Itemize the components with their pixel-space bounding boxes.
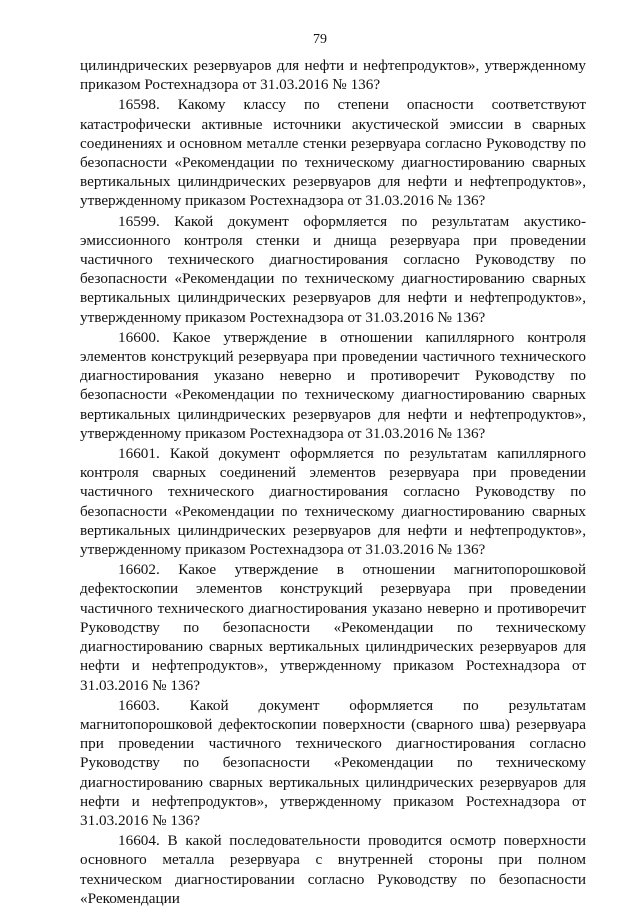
question-16602: 16602. Какое утверждение в отношении магнитопорошковой дефектоскопии элементов конструкций резервуара при проведении частичного технического диагностирования указано неверно и противоречит Руководству по безопасности «Рекомендации по техническому диагностированию сварных вертикальных цилиндрических резервуаров для нефти и нефтепродуктов», утвержденному приказом Ростехнадзора от 31.03.2016 № 136? xyxy=(80,561,586,694)
question-16601: 16601. Какой документ оформляется по результатам капиллярного контроля сварных соединений элементов резервуара при проведении частичного технического диагностирования согласно Руководству по безопасности «Рекомендации по техническому диагностированию сварных вертикальных цилиндрических резервуаров для нефти и нефтепродуктов», утвержденному приказом Ростехнадзора от 31.03.2016 № 136? xyxy=(80,445,586,559)
question-16604: 16604. В какой последовательности проводится осмотр поверхности основного металла резервуара с внутренней стороны при полном техническом диагностировании согласно Руководству по безопасности «Рекомендации xyxy=(80,832,586,907)
paragraph-continuation: цилиндрических резервуаров для нефти и нефтепродуктов», утвержденному приказом Ростехнадзора от 31.03.2016 № 136? xyxy=(80,57,586,94)
question-16603: 16603. Какой документ оформляется по результатам магнитопорошковой дефектоскопии поверхности (сварного шва) резервуара при проведении частичного технического диагностирования согласно Руководству по безопасности «Рекомендации по техническому диагностированию сварных вертикальных цилиндрических резервуаров для нефти и нефтепродуктов», утвержденному приказом Ростехнадзора от 31.03.2016 № 136? xyxy=(80,696,586,829)
question-16600: 16600. Какое утверждение в отношении капиллярного контроля элементов конструкций резервуара при проведении частичного технического диагностирования указано неверно и противоречит Руководству по безопасности «Рекомендации по техническому диагностированию сварных вертикальных цилиндрических резервуаров для нефти и нефтепродуктов», утвержденному приказом Ростехнадзора от 31.03.2016 № 136? xyxy=(80,328,586,442)
question-16599: 16599. Какой документ оформляется по результатам акустико-эмиссионного контроля стенки и днища резервуара при проведении частичного технического диагностирования согласно Руководству по безопасности «Рекомендации по техническому диагностированию сварных вертикальных цилиндрических резервуаров для нефти и нефтепродуктов», утвержденному приказом Ростехнадзора от 31.03.2016 № 136? xyxy=(80,212,586,326)
page-body xyxy=(80,56,586,909)
question-16598: 16598. Какому классу по степени опасности соответствуют катастрофически активные источники акустической эмиссии в сварных соединениях и основном металле стенки резервуара согласно Руководству по безопасности «Рекомендации по техническому диагностированию сварных вертикальных цилиндрических резервуаров для нефти и нефтепродуктов», утвержденному приказом Ростехнадзора от 31.03.2016 № 136? xyxy=(80,96,586,210)
page-number: 79 xyxy=(313,32,327,47)
